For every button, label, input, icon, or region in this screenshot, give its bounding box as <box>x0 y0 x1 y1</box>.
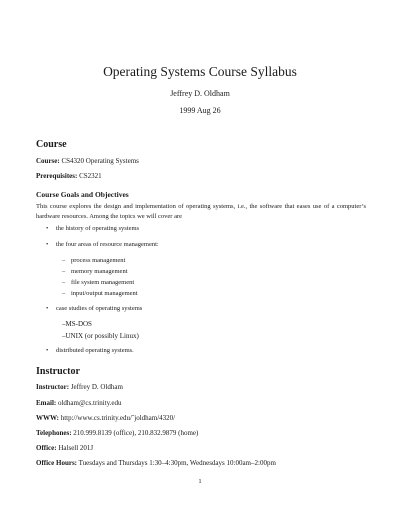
telephone-value: 210.999.8139 (office), 210.832.9879 (home) <box>73 429 199 437</box>
office-hours-value: Tuesdays and Thursdays 1:30–4:30pm, Wednesdays 10:00am–2:00pm <box>78 459 276 467</box>
telephone-label: Telephones: <box>36 429 72 437</box>
document-date: 1999 Aug 26 <box>179 106 221 115</box>
email-label: Email: <box>36 399 57 407</box>
sub-list-item: – process management <box>62 257 126 264</box>
www-label: WWW: <box>36 414 59 422</box>
document-title: Operating Systems Course Syllabus <box>103 64 297 79</box>
bullet-icon: • <box>46 241 49 248</box>
prereq-label: Prerequisites: <box>36 172 78 180</box>
bullet-icon: • <box>46 347 49 354</box>
prereq-line <box>36 172 102 180</box>
bullet-icon: • <box>46 305 49 312</box>
dash-icon: – <box>62 332 66 340</box>
email-value: oldham@cs.trinity.edu <box>57 399 122 407</box>
www-line <box>36 414 175 422</box>
list-item: • the history of operating systems <box>46 225 140 232</box>
author-name: Jeffrey D. Oldham <box>170 89 230 98</box>
dash-icon: – <box>62 279 66 286</box>
prereq-value: CS2321 <box>79 172 102 180</box>
www-link[interactable]: http://www.cs.trinity.edu/˜joldham/4320/ <box>60 414 176 422</box>
email-line <box>36 399 122 407</box>
office-label: Office: <box>36 444 57 452</box>
office-hours-line <box>36 459 276 467</box>
office-value: Halsell 201J <box>58 444 94 452</box>
list-item: • distributed operating systems. <box>46 347 134 354</box>
dash-icon: – <box>62 290 66 297</box>
office-hours-label: Office Hours: <box>36 459 78 467</box>
course-label: Course: <box>36 157 60 165</box>
course-line <box>36 157 139 165</box>
sub-list-item: –MS-DOS <box>62 320 92 328</box>
goals-heading: Course Goals and Objectives <box>36 190 129 199</box>
instructor-label: Instructor: <box>36 383 70 391</box>
bullet-icon: • <box>46 225 49 232</box>
goals-paragraph: This course explores the design and implementation of operating systems, i.e., the software that eases use of a computer’s hardware resources. Among the topics we will cover are <box>36 203 366 220</box>
dash-icon: – <box>62 268 66 275</box>
dash-icon: – <box>62 320 66 328</box>
instructor-line <box>36 383 123 391</box>
list-item: • case studies of operating systems <box>46 305 143 312</box>
course-heading: Course <box>36 139 67 150</box>
sub-list-item: – file system management <box>62 279 135 286</box>
course-value: CS4320 Operating Systems <box>61 157 139 165</box>
sub-list-item: – memory management <box>62 268 128 275</box>
list-item: • the four areas of resource management: <box>46 241 159 248</box>
page-number: 1 <box>198 478 202 485</box>
office-line <box>36 444 93 452</box>
telephone-line <box>36 429 198 437</box>
sub-list-item: – input/output management <box>62 290 138 297</box>
sub-list-item: –UNIX (or possibly Linux) <box>62 332 139 340</box>
instructor-value: Jeffrey D. Oldham <box>70 383 123 391</box>
instructor-heading: Instructor <box>36 366 80 377</box>
dash-icon: – <box>62 257 66 264</box>
